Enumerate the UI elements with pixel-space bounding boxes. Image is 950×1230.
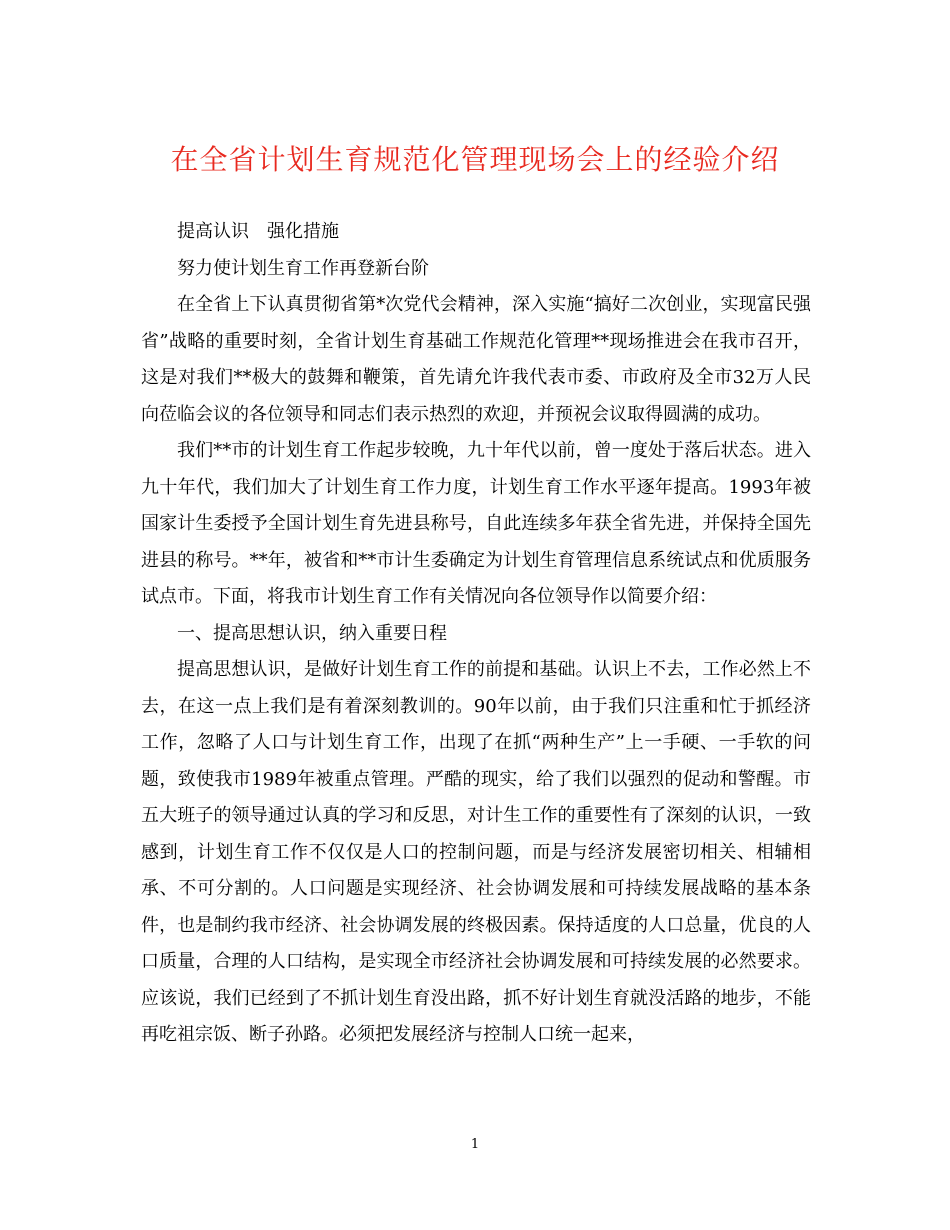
section-heading-1: 一、提高思想认识，纳入重要日程 — [177, 622, 447, 644]
subtitle-line-2: 努力使计划生育工作再登新台阶 — [177, 257, 429, 279]
page-number: 1 — [470, 1137, 480, 1152]
paragraph-background: 我们**市的计划生育工作起步较晚，九十年代以前，曾一度处于落后状态。进入九十年代，我们加大了计划生育工作力度，计划生育工作水平逐年提高。1993年被国家计生委授予全国计划生育先进县称号，自此连续多年获全省先进，并保持全国先进县的称号。**年，被省和**市计生委确定为计划生育管理信息系统试点和优质服务试点市。下面，将我市计划生育工作有关情况向各位领导作以简要介绍： — [141, 440, 811, 607]
subtitle-line-1: 提高认识 强化措施 — [177, 221, 339, 242]
document-title: 在全省计划生育规范化管理现场会上的经验介绍 — [170, 143, 780, 176]
paragraph-section-1: 提高思想认识，是做好计划生育工作的前提和基础。认识上不去，工作必然上不去，在这一点上我们是有着深刻教训的。90年以前，由于我们只注重和忙于抓经济工作，忽略了人口与计划生育工作，出现了在抓“两种生产”上一手硬、一手软的问题，致使我市1989年被重点管理。严酷的现实，给了我们以强烈的促动和警醒。市五大班子的领导通过认真的学习和反思，对计生工作的重要性有了深刻的认识，一致感到，计划生育工作不仅仅是人口的控制问题，而是与经济发展密切相关、相辅相承、不可分割的。人口问题是实现经济、社会协调发展和可持续发展战略的基本条件，也是制约我市经济、社会协调发展的终极因素。保持适度的人口总量，优良的人口质量，合理的人口结构，是实现全市经济社会协调发展和可持续发展的必然要求。应该说，我们已经到了不抓计划生育没出路，抓不好计划生育就没活路的地步，不能再吃祖宗饭、断子孙路。必须把发展经济与控制人口统一起来， — [141, 659, 811, 1045]
document-body — [141, 214, 811, 1054]
paragraph-opening: 在全省上下认真贯彻省第*次党代会精神，深入实施“搞好二次创业，实现富民强省”战略的重要时刻，全省计划生育基础工作规范化管理**现场推进会在我市召开，这是对我们**极大的鼓舞和鞭策，首先请允许我代表市委、市政府及全市32万人民向莅临会议的各位领导和同志们表示热烈的欢迎，并预祝会议取得圆满的成功。 — [141, 294, 811, 425]
